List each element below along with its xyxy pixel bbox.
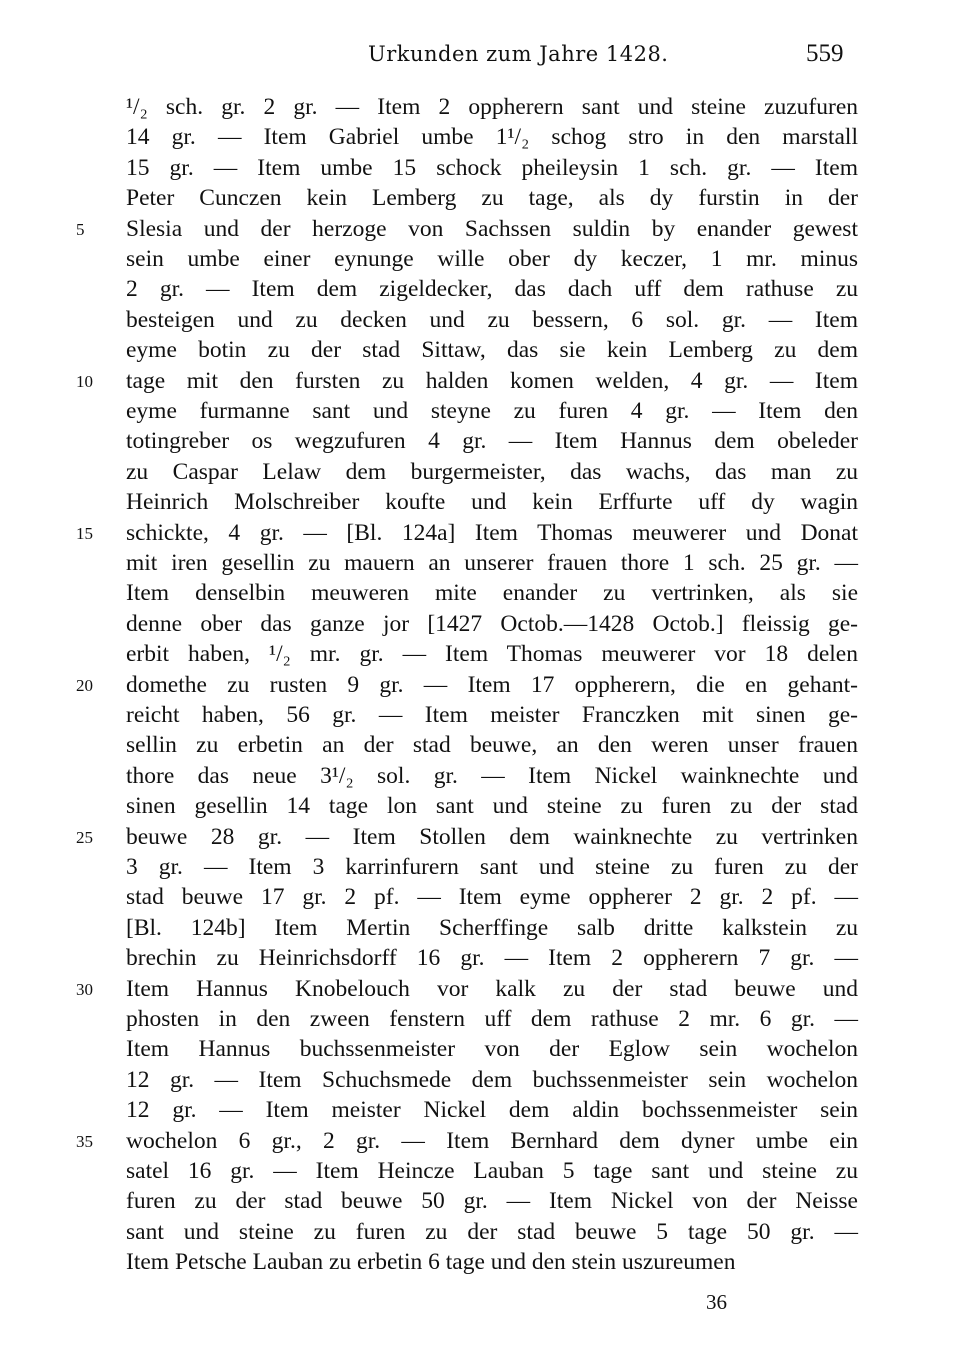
text-line: Item Hannus buchssenmeister von der Eglow sein wochelon — [126, 1036, 858, 1063]
text-line: eyme furmanne sant und steyne zu furen 4 gr. — Item den — [126, 398, 858, 424]
text-line: sinen gesellin 14 tage lon sant und steine zu furen zu der stad — [126, 793, 858, 820]
line-number: 30 — [76, 979, 93, 999]
text-line: sellin zu erbetin an der stad beuwe, an den weren unser frauen — [126, 732, 858, 759]
line-number: 15 — [76, 523, 93, 543]
text-line: tage mit den fursten zu halden komen welden, 4 gr. — Item — [126, 367, 858, 394]
text-line: Item Hannus Knobelouch vor kalk zu der stad beuwe und — [126, 975, 858, 1002]
signature-mark: 36 — [706, 1290, 727, 1314]
text-line: erbit haben, ¹/₂ mr. gr. — Item Thomas meuwerer vor 18 delen — [126, 641, 858, 668]
text-line: 12 gr. — Item Schuchsmede dem buchssenmeister sein wochelon — [126, 1066, 858, 1093]
text-line: stad beuwe 17 gr. 2 pf. — Item eyme oppherer 2 gr. 2 pf. — — [126, 884, 858, 911]
text-line: satel 16 gr. — Item Heincze Lauban 5 tage sant und steine zu — [126, 1158, 858, 1184]
text-line: 12 gr. — Item meister Nickel dem aldin bochssenmeister sein — [126, 1097, 858, 1124]
text-line: 15 gr. — Item umbe 15 schock pheileysin 1 sch. gr. — Item — [126, 154, 858, 181]
text-line: 14 gr. — Item Gabriel umbe 1¹/₂ schog stro in den marstall — [126, 124, 858, 151]
text-line: Peter Cunczen kein Lemberg zu tage, als dy furstin in der — [126, 185, 858, 212]
line-number: 25 — [76, 827, 93, 847]
text-line: brechin zu Heinrichsdorff 16 gr. — Item 2 oppherern 7 gr. — — [126, 945, 858, 972]
text-line: totingreber os wegzufuren 4 gr. — Item Hannus dem obeleder — [126, 428, 858, 455]
line-number: 20 — [76, 675, 93, 695]
text-line: Item denselbin meuweren mite enander zu vertrinken, als sie — [126, 580, 858, 607]
text-line: besteigen und zu decken und zu bessern, 6 sol. gr. — Item — [126, 306, 858, 333]
text-line: Slesia und der herzoge von Sachssen suldin by enander gewest — [126, 215, 858, 242]
text-line: ¹/₂ sch. gr. 2 gr. — Item 2 oppherern sant und steine zuzufuren — [126, 94, 858, 120]
text-line: sant und steine zu furen zu der stad beuwe 5 tage 50 gr. — — [126, 1218, 858, 1245]
text-line: beuwe 28 gr. — Item Stollen dem wainknechte zu vertrinken — [126, 823, 858, 850]
text-line: phosten in den zween fenstern uff dem rathuse 2 mr. 6 gr. — — [126, 1006, 858, 1032]
text-line: [Bl. 124b] Item Mertin Scherffinge salb dritte kalkstein zu — [126, 914, 858, 941]
text-line: reicht haben, 56 gr. — Item meister Franczken mit sinen ge- — [126, 702, 858, 728]
text-line: eyme botin zu der stad Sittaw, das sie kein Lemberg zu dem — [126, 337, 858, 364]
text-line: wochelon 6 gr., 2 gr. — Item Bernhard dem dyner umbe ein — [126, 1127, 858, 1154]
text-line: Item Petsche Lauban zu erbetin 6 tage und den stein uszureumen — [126, 1249, 736, 1276]
text-line: 3 gr. — Item 3 karrinfurern sant und steine zu furen zu der — [126, 854, 858, 880]
text-line: domethe zu rusten 9 gr. — Item 17 oppherern, die en gehant- — [126, 671, 858, 698]
line-number: 5 — [76, 219, 85, 239]
page-header — [0, 40, 960, 80]
text-line: mit iren gesellin zu mauern an unserer frauen thore 1 sch. 25 gr. — — [126, 550, 858, 576]
page-number: 559 — [806, 40, 844, 67]
text-line: furen zu der stad beuwe 50 gr. — Item Nickel von der Neisse — [126, 1188, 858, 1215]
text-line: zu Caspar Lelaw dem burgermeister, das wachs, das man zu — [126, 458, 858, 485]
line-number: 35 — [76, 1131, 93, 1151]
text-line: thore das neue 3¹/₂ sol. gr. — Item Nickel wainknechte und — [126, 762, 858, 789]
text-line: 2 gr. — Item dem zigeldecker, das dach uff dem rathuse zu — [126, 276, 858, 303]
text-line: denne ober das ganze jor [1427 Octob.—1428 Octob.] fleissig ge- — [126, 610, 858, 637]
text-line: schickte, 4 gr. — [Bl. 124a] Item Thomas meuwerer und Donat — [126, 519, 858, 546]
text-line: sein umbe einer eynunge wille ober dy keczer, 1 mr. minus — [126, 246, 858, 272]
text-line: Heinrich Molschreiber koufte und kein Erffurte uff dy wagin — [126, 489, 858, 516]
running-title: Urkunden zum Jahre 1428. — [368, 42, 669, 66]
line-number: 10 — [76, 371, 93, 391]
